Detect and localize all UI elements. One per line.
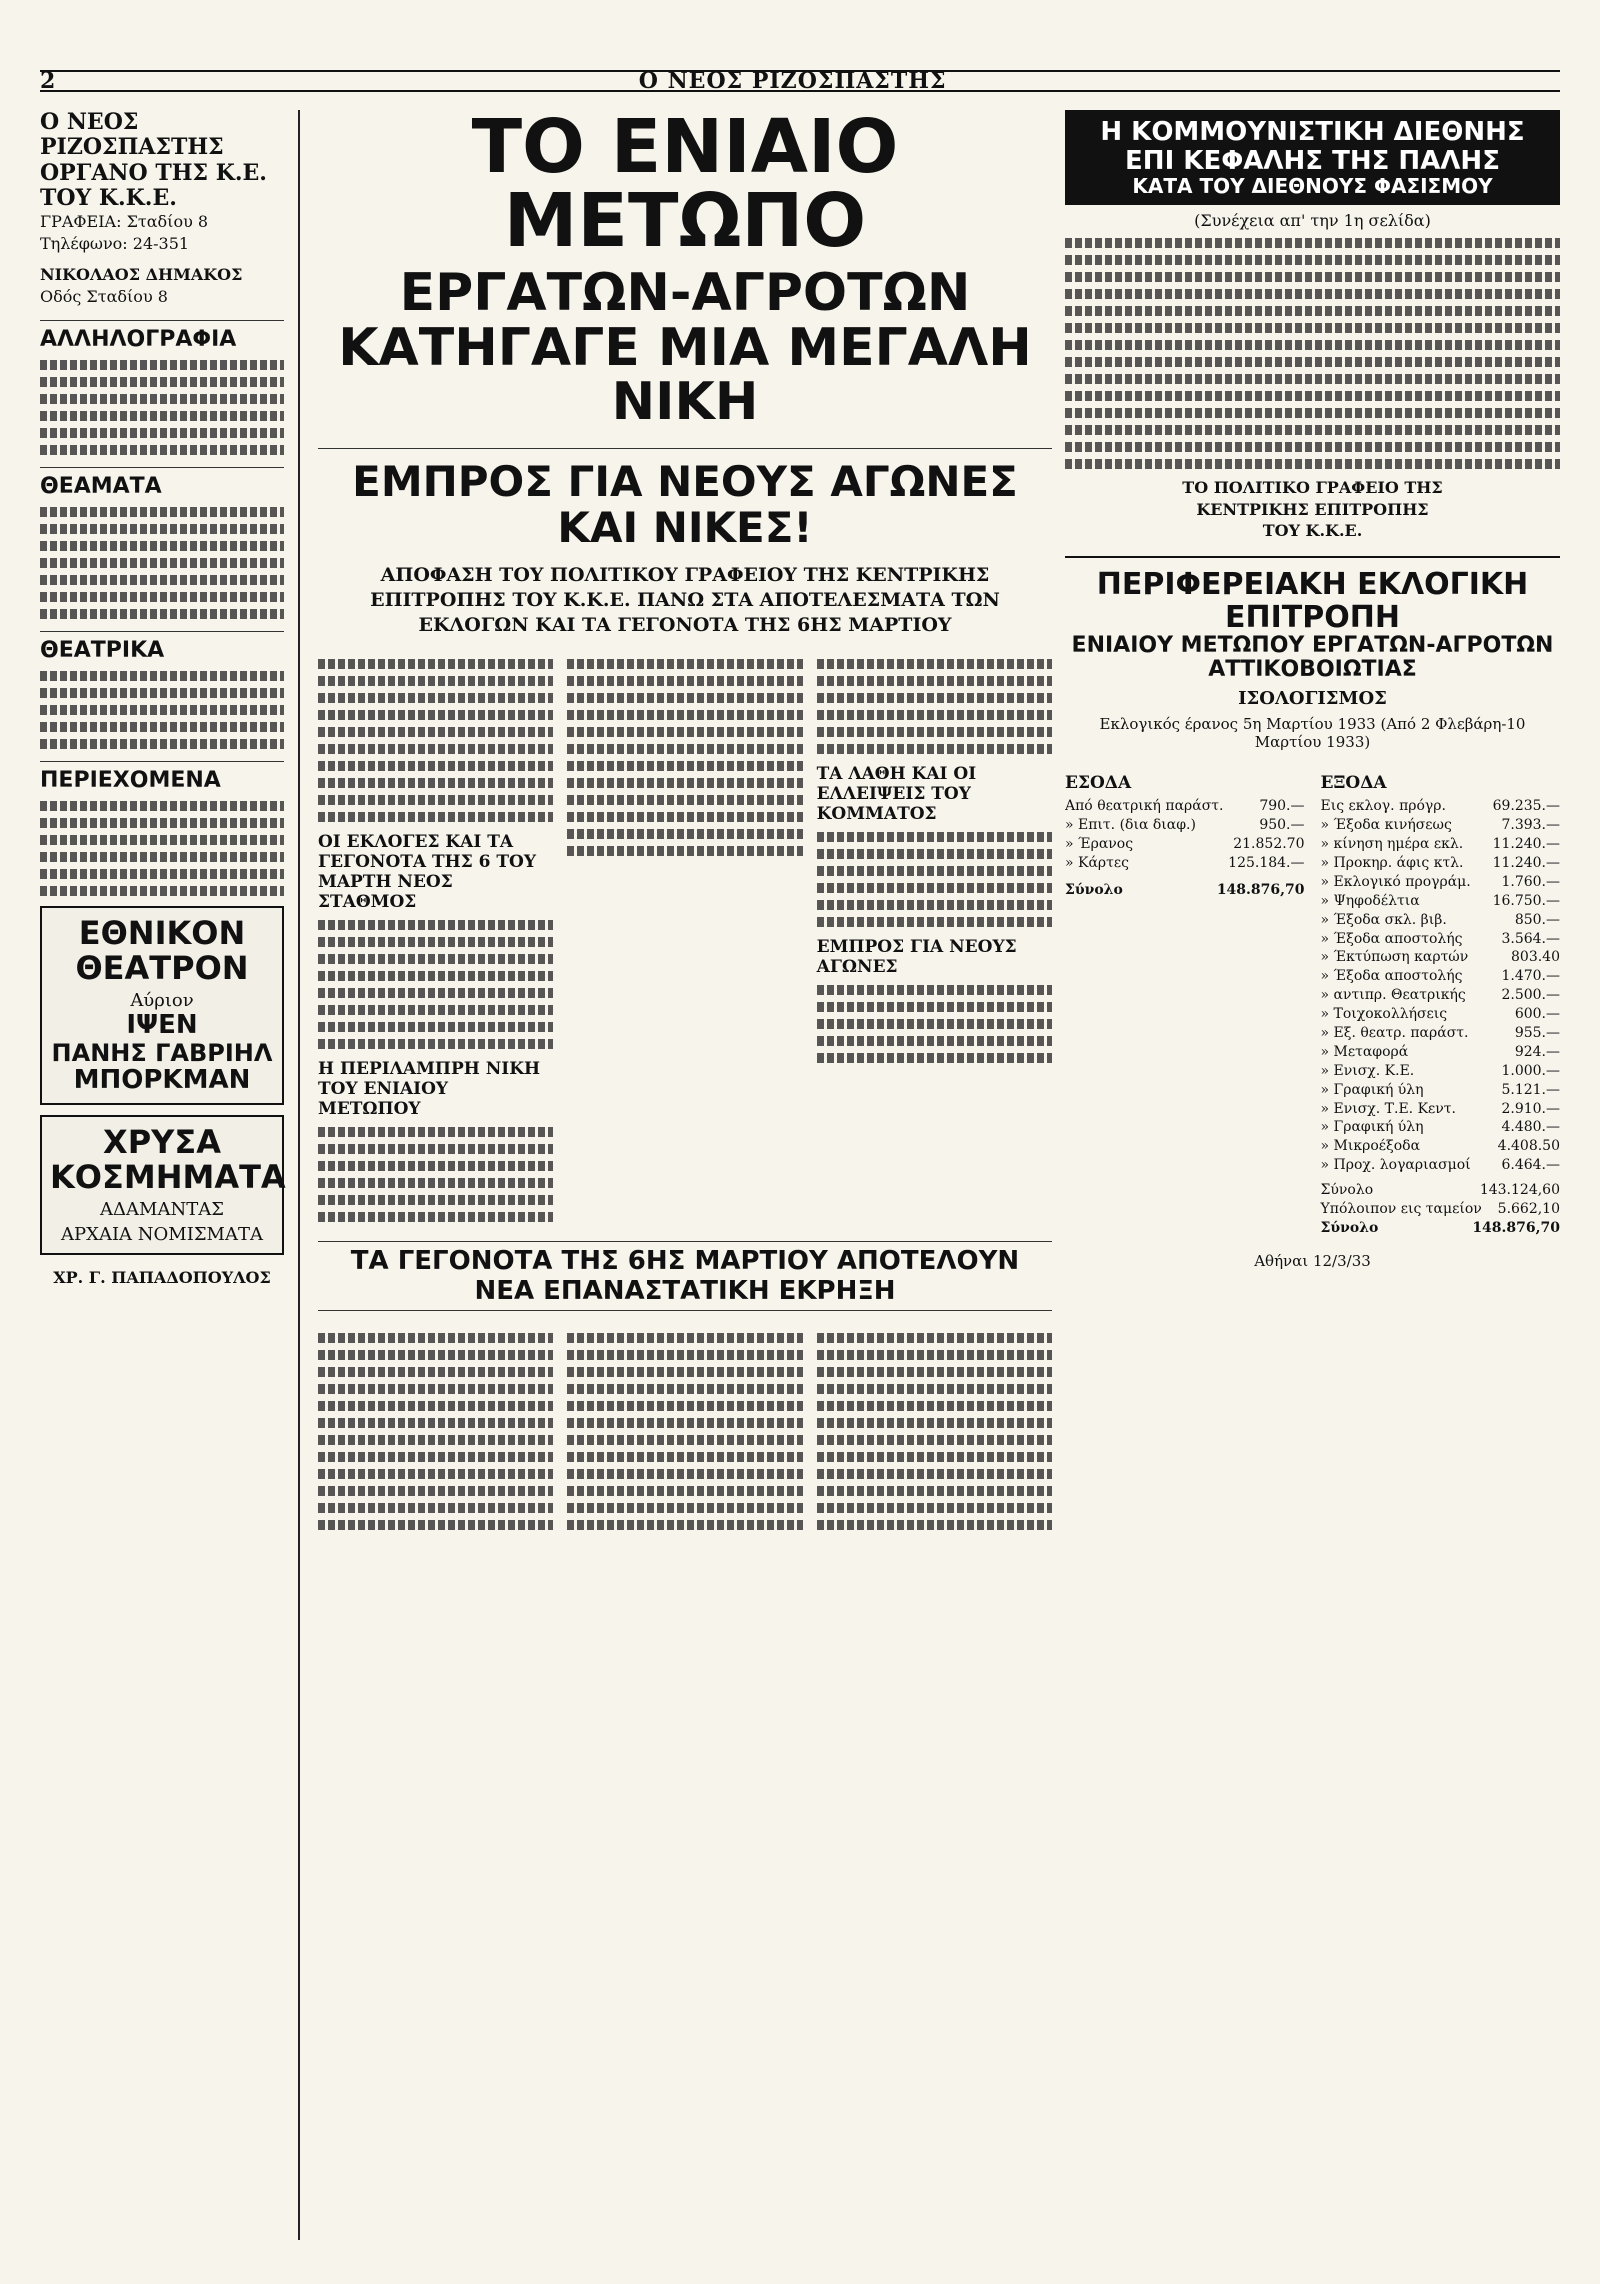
expense-label: » Έξοδα αποστολής: [1320, 968, 1463, 985]
expense-row: [1321, 1100, 1561, 1119]
expense-value: 803.40: [1511, 949, 1560, 966]
left-column: [40, 110, 300, 2240]
expense-row: [1321, 835, 1561, 854]
remaining-label: Υπόλοιπον εις ταμείον: [1320, 1201, 1482, 1218]
expense-value: 3.564.—: [1501, 930, 1560, 947]
box-line: Η ΚΟΜΜΟΥΝΙΣΤΙΚΗ ΔΙΕΘΝΗΣ: [1100, 117, 1525, 147]
expense-value: 600.—: [1514, 1006, 1560, 1023]
income-label: » Έρανος: [1065, 836, 1134, 853]
expense-row: [1321, 930, 1561, 949]
expense-row: [1321, 1024, 1561, 1043]
ad-line: ΠΑΝΗΣ ΓΑΒΡΙΗΛ: [51, 1038, 273, 1067]
expense-label: » Τοιχοκολλήσεις: [1320, 1006, 1448, 1023]
closing-line: ΤΟ ΠΟΛΙΤΙΚΟ ΓΡΑΦΕΙΟ ΤΗΣ: [1182, 478, 1443, 498]
financial-period: Εκλογικός έρανος 5η Μαρτίου 1933 (Από 2 Φλεβάρη-10 Μαρτίου 1933): [1099, 715, 1526, 752]
income-title: ΕΣΟΔΑ: [1065, 773, 1132, 794]
section-title: ΑΛΛΗΛΟΓΡΑΦΙΑ: [40, 320, 284, 352]
expense-label: » Προκηρ. άφις κτλ.: [1320, 855, 1464, 872]
text-lines: [40, 507, 284, 619]
ad-line: ΑΔΑΜΑΝΤΑΣ: [100, 1198, 224, 1220]
publisher-line-1: ΝΙΚΟΛΑΟΣ ΔΗΜΑΚΟΣ: [40, 265, 243, 285]
section-title: ΕΜΠΡΟΣ ΓΙΑ ΝΕΟΥΣ ΑΓΩΝΕΣ: [816, 937, 1017, 978]
expense-row: [1321, 854, 1561, 873]
expense-row: [1321, 1005, 1561, 1024]
expense-label: » Ενισχ. Κ.Ε.: [1320, 1062, 1415, 1079]
expense-label: » Έξοδα αποστολής: [1320, 930, 1463, 947]
publisher-line-2: Οδός Σταδίου 8: [40, 286, 168, 306]
box-line: ΚΑΤΑ ΤΟΥ ΔΙΕΘΝΟΥΣ ΦΑΣΙΣΜΟΥ: [1132, 174, 1493, 199]
remaining-value: 5.662,10: [1497, 1201, 1560, 1218]
expense-row: [1321, 911, 1561, 930]
financial-statement: [1065, 556, 1560, 1270]
income-value: 790.—: [1259, 798, 1305, 815]
expense-label: » Ψηφοδέλτια: [1320, 892, 1420, 909]
expense-row: [1321, 892, 1561, 911]
expense-row: [1321, 873, 1561, 892]
expense-value: 955.—: [1514, 1025, 1560, 1042]
text-lines: [40, 671, 284, 749]
comintern-box: [1065, 110, 1560, 205]
closing-line: ΤΟΥ Κ.Κ.Ε.: [1262, 521, 1363, 541]
financial-tables: [1065, 763, 1560, 1237]
call-headline: ΕΜΠΡΟΣ ΓΙΑ ΝΕΟΥΣ ΑΓΩΝΕΣ ΚΑΙ ΝΙΚΕΣ!: [318, 448, 1052, 551]
article-column: [817, 651, 1052, 1229]
expense-label: » Γραφική ύλη: [1320, 1119, 1424, 1136]
ad-title: ΕΘΝΙΚΟΝ ΘΕΑΤΡΟΝ: [75, 913, 249, 987]
expense-row: [1321, 1062, 1561, 1081]
expense-label: » Έξοδα κινήσεως: [1320, 817, 1452, 834]
financial-date: Αθήναι 12/3/33: [1254, 1251, 1371, 1270]
income-label: Από θεατρική παράστ.: [1065, 798, 1224, 815]
expense-value: 4.480.—: [1501, 1119, 1560, 1136]
closing-line: ΚΕΝΤΡΙΚΗΣ ΕΠΙΤΡΟΠΗΣ: [1196, 499, 1429, 519]
expense-value: 1.760.—: [1501, 873, 1560, 890]
income-row: [1065, 854, 1305, 873]
income-value: 950.—: [1259, 817, 1305, 834]
expense-value: 7.393.—: [1501, 817, 1560, 834]
expense-total: 148.876,70: [1472, 1219, 1560, 1236]
center-column: [318, 110, 1052, 2240]
income-total: 148.876,70: [1216, 881, 1305, 898]
page-number: 2: [40, 68, 56, 94]
income-label: » Κάρτες: [1065, 855, 1129, 872]
expense-row: [1321, 1118, 1561, 1137]
expense-value: 2.500.—: [1501, 987, 1560, 1004]
expense-label: » Ενισχ. Τ.Ε. Κεντ.: [1320, 1100, 1457, 1117]
financial-title: ΕΝΙΑΙΟΥ ΜΕΤΩΠΟΥ ΕΡΓΑΤΩΝ-ΑΓΡΟΤΩΝ ΑΤΤΙΚΟΒΟΙΩΤΙΑΣ: [1071, 632, 1554, 683]
expense-value: 6.464.—: [1501, 1157, 1560, 1174]
income-value: 125.184.—: [1228, 855, 1305, 872]
section-title: ΟΙ ΕΚΛΟΓΕΣ ΚΑΙ ΤΑ ΓΕΓΟΝΟΤΑ ΤΗΣ 6 ΤΟΥ ΜΑΡΤΗ ΝΕΟΣ ΣΤΑΘΜΟΣ: [318, 832, 537, 913]
expense-row: [1321, 816, 1561, 835]
expense-value: 1.000.—: [1501, 1062, 1560, 1079]
article-columns-lower: [318, 1325, 1052, 1537]
expense-value: 4.408.50: [1497, 1138, 1560, 1155]
expense-label: » αντιπρ. Θεατρικής: [1320, 987, 1466, 1004]
expense-row: [1321, 948, 1561, 967]
expense-row: [1321, 797, 1561, 816]
section-title: Η ΠΕΡΙΛΑΜΠΡΗ ΝΙΚΗ ΤΟΥ ΕΝΙΑΙΟΥ ΜΕΤΩΠΟΥ: [318, 1059, 541, 1120]
article-column: [318, 651, 553, 1229]
ad-line: ΑΡΧΑΙΑ ΝΟΜΙΣΜΑΤΑ: [61, 1223, 263, 1245]
expense-row: [1321, 1081, 1561, 1100]
income-row: [1065, 797, 1305, 816]
continued-line: (Συνέχεια απ' την 1η σελίδα): [1194, 211, 1431, 231]
text-lines: [40, 801, 284, 896]
expense-label: » κίνηση ημέρα εκλ.: [1320, 836, 1464, 853]
expense-value: 11.240.—: [1492, 836, 1560, 853]
right-column: [1065, 110, 1560, 2240]
expense-total-label: Σύνολο: [1320, 1219, 1379, 1236]
mid-banner: ΤΑ ΓΕΓΟΝΟΤΑ ΤΗΣ 6ΗΣ ΜΑΡΤΙΟΥ ΑΠΟΤΕΛΟΥΝ ΝΕΑ ΕΠΑΝΑΣΤΑΤΙΚΗ ΕΚΡΗΞΗ: [318, 1241, 1052, 1311]
main-subheadline: ΕΡΓΑΤΩΝ-ΑΓΡΟΤΩΝ ΚΑΤΗΓΑΓΕ ΜΙΑ ΜΕΓΑΛΗ ΝΙΚΗ: [338, 263, 1032, 433]
expense-value: 11.240.—: [1492, 855, 1560, 872]
box-line: ΕΠΙ ΚΕΦΑΛΗΣ ΤΗΣ ΠΑΛΗΣ: [1125, 145, 1500, 176]
financial-title: ΠΕΡΙΦΕΡΕΙΑΚΗ ΕΚΛΟΓΙΚΗ ΕΠΙΤΡΟΠΗ: [1096, 566, 1529, 635]
expense-label: » Εξ. θεατρ. παράστ.: [1320, 1025, 1469, 1042]
expense-label: » Προχ. λογαριασμοί: [1320, 1157, 1471, 1174]
expense-title: ΕΞΟΔΑ: [1320, 773, 1387, 794]
expense-label: » Έξοδα σκλ. βιβ.: [1320, 911, 1447, 928]
text-lines: [40, 360, 284, 455]
income-row: [1065, 835, 1305, 854]
income-row: [1065, 816, 1305, 835]
income-label: » Επιτ. (δια διαφ.): [1065, 817, 1196, 834]
financial-statement-label: ΙΣΟΛΟΓΙΣΜΟΣ: [1238, 688, 1387, 710]
sum-value: 143.124,60: [1479, 1182, 1560, 1199]
section-title: ΘΕΑΜΑΤΑ: [40, 467, 284, 499]
article-columns: [318, 651, 1052, 1229]
ad-line: ΙΨΕΝ: [126, 1009, 198, 1040]
expense-label: » Μικροέξοδα: [1320, 1138, 1421, 1155]
expense-value: 2.910.—: [1501, 1100, 1560, 1117]
expense-table: [1321, 763, 1561, 1237]
jewelry-ad: [40, 1115, 284, 1255]
office-line-2: Τηλέφωνο: 24-351: [40, 233, 190, 253]
expense-label: » Έκτύπωση καρτών: [1320, 949, 1469, 966]
section-title: ΤΑ ΛΑΘΗ ΚΑΙ ΟΙ ΕΛΛΕΙΨΕΙΣ ΤΟΥ ΚΟΜΜΑΤΟΣ: [816, 764, 977, 825]
running-title: Ο ΝΕΟΣ ΡΙΖΟΣΠΑΣΤΗΣ: [638, 68, 947, 94]
section-title: ΘΕΑΤΡΙΚΑ: [40, 631, 284, 663]
expense-label: » Μεταφορά: [1320, 1043, 1409, 1060]
article-column: [567, 651, 802, 1229]
section-title: ΠΕΡΙΕΧΟΜΕΝΑ: [40, 761, 284, 793]
expense-row: [1321, 1043, 1561, 1062]
expense-value: 16.750.—: [1492, 892, 1560, 909]
ad-title: ΧΡΥΣΑ ΚΟΣΜΗΜΑΤΑ: [50, 1122, 286, 1196]
main-headline: ΤΟ ΕΝΙΑΙΟ ΜΕΤΩΠΟ: [471, 110, 899, 264]
office-line-1: ΓΡΑΦΕΙΑ: Σταδίου 8: [40, 212, 209, 232]
expense-row: [1321, 967, 1561, 986]
text-lines: [1065, 238, 1560, 469]
expense-label: Εις εκλογ. πρόγρ.: [1320, 798, 1446, 815]
expense-value: 69.235.—: [1492, 798, 1560, 815]
income-value: 21.852.70: [1233, 836, 1305, 853]
expense-label: » Εκλογικό προγράμ.: [1320, 873, 1471, 890]
masthead-line-1: Ο ΝΕΟΣ ΡΙΖΟΣΠΑΣΤΗΣ: [40, 110, 224, 161]
expense-value: 1.470.—: [1501, 968, 1560, 985]
page-header: [40, 70, 1560, 92]
decision-subhead: ΑΠΟΦΑΣΗ ΤΟΥ ΠΟΛΙΤΙΚΟΥ ΓΡΑΦΕΙΟΥ ΤΗΣ ΚΕΝΤΡΙΚΗΣ ΕΠΙΤΡΟΠΗΣ ΤΟΥ Κ.Κ.Ε. ΠΑΝΩ ΣΤΑ ΑΠΟΤΕΛΕΣΜΑΤΑ ΤΩΝ ΕΚΛΟΓΩΝ ΚΑΙ ΤΑ ΓΕΓΟΝΟΤΑ ΤΗΣ 6ΗΣ ΜΑΡΤΙΟΥ: [370, 564, 1000, 636]
income-total-label: Σύνολο: [1065, 881, 1123, 898]
expense-value: 5.121.—: [1501, 1081, 1560, 1098]
expense-value: 924.—: [1514, 1043, 1560, 1060]
expense-label: » Γραφική ύλη: [1320, 1081, 1424, 1098]
ad-line: Αύριον: [130, 989, 194, 1011]
expense-row: [1321, 1137, 1561, 1156]
expense-row: [1321, 986, 1561, 1005]
sum-label: Σύνολο: [1320, 1182, 1374, 1199]
ad-line: ΜΠΟΡΚΜΑΝ: [73, 1064, 251, 1095]
expense-row: [1321, 1156, 1561, 1175]
masthead-line-2: ΟΡΓΑΝΟ ΤΗΣ Κ.Ε. ΤΟΥ Κ.Κ.Ε.: [40, 159, 267, 211]
income-table: [1065, 763, 1305, 1237]
expense-value: 850.—: [1514, 911, 1560, 928]
footer-name: ΧΡ. Γ. ΠΑΠΑΔΟΠΟΥΛΟΣ: [53, 1267, 271, 1287]
theatre-ad: [40, 906, 284, 1105]
